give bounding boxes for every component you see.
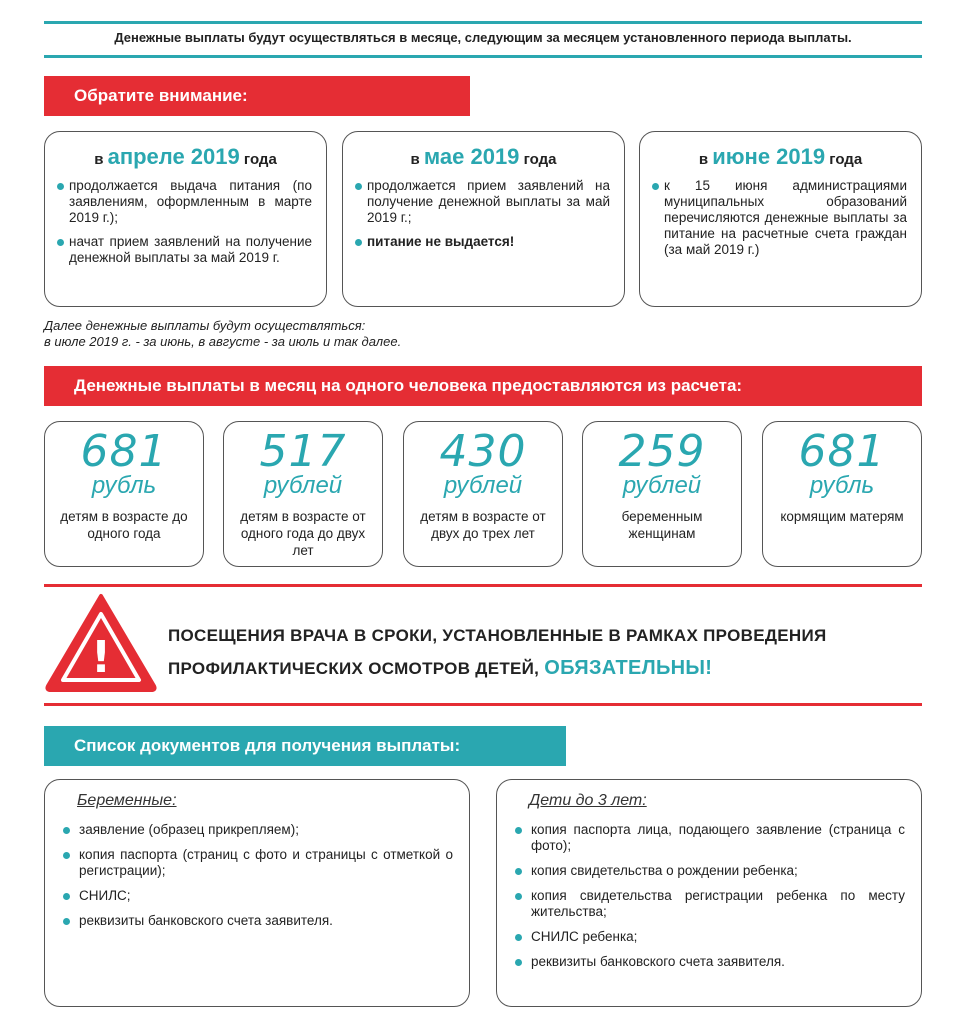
- list-item: заявление (образец прикрепляем);: [59, 822, 453, 838]
- payments-banner: Денежные выплаты в месяц на одного человека предоставляются из расчета:: [44, 366, 922, 406]
- payment-unit: рублей: [443, 472, 523, 499]
- payment-description: детям в возрасте от одного года до двух лет: [240, 509, 366, 558]
- attention-card-list: [343, 178, 624, 250]
- attention-note-line2: в июле 2019 г. - за июнь, в августе - за июль и так далее.: [44, 334, 402, 349]
- attention-note: [44, 318, 401, 350]
- top-note-divider: [44, 55, 922, 58]
- title-prefix: в: [698, 151, 713, 168]
- payment-card: [582, 421, 742, 567]
- payment-card: [44, 421, 204, 567]
- payment-unit: рублей: [622, 472, 702, 499]
- list-item: реквизиты банковского счета заявителя.: [511, 954, 905, 970]
- documents-banner: Список документов для получения выплаты:: [44, 726, 566, 766]
- list-item: копия паспорта лица, подающего заявление (страница с фото);: [511, 822, 905, 854]
- list-item: питание не выдается!: [355, 234, 610, 250]
- list-item: копия паспорта (страниц с фото и страницы с отметкой о регистрации);: [59, 847, 453, 879]
- payment-card: [403, 421, 563, 567]
- warning-triangle-icon: [44, 592, 158, 692]
- payment-unit: рубль: [809, 472, 875, 499]
- attention-card-title: [45, 144, 326, 170]
- payment-description: кормящим матерям: [780, 509, 904, 524]
- payment-amount: 681: [798, 426, 886, 477]
- warning-top-divider: [44, 584, 922, 587]
- warning-line2: [168, 652, 922, 685]
- list-item: начат прием заявлений на получение денежной выплаты за май 2019 г.: [57, 234, 312, 266]
- payment-description: детям в возрасте до одного года: [60, 509, 188, 541]
- list-item: СНИЛС;: [59, 888, 453, 904]
- payment-amount: 259: [618, 426, 706, 477]
- attention-card-list: [640, 178, 921, 258]
- document-list: [497, 822, 921, 970]
- payment-card: [762, 421, 922, 567]
- title-suffix: года: [825, 151, 863, 168]
- warning-bottom-divider: [44, 703, 922, 706]
- document-group-title: Беременные:: [77, 792, 177, 809]
- list-item: продолжается прием заявлений на получение денежной выплаты за май 2019 г.;: [355, 178, 610, 226]
- top-divider: [44, 21, 922, 24]
- warning-emphasis: ОБЯЗАТЕЛЬНЫ!: [544, 657, 713, 679]
- list-item: копия свидетельства регистрации ребенка по месту жительства;: [511, 888, 905, 920]
- attention-note-line1: Далее денежные выплаты будут осуществляться:: [44, 318, 366, 333]
- attention-banner: Обратите внимание:: [44, 76, 470, 116]
- payment-unit: рублей: [263, 472, 343, 499]
- attention-card: [639, 131, 922, 307]
- document-group-card: [496, 779, 922, 1007]
- warning-line2-text: ПРОФИЛАКТИЧЕСКИХ ОСМОТРОВ ДЕТЕЙ,: [168, 659, 545, 678]
- top-note: Денежные выплаты будут осуществляться в месяце, следующим за месяцем установленного периода выплаты.: [114, 30, 852, 45]
- payment-amount: 430: [439, 426, 527, 477]
- payment-description: детям в возрасте от двух до трех лет: [420, 509, 546, 541]
- list-item: реквизиты банковского счета заявителя.: [59, 913, 453, 929]
- attention-card-title: [640, 144, 921, 170]
- title-prefix: в: [94, 151, 108, 168]
- attention-card-title: [343, 144, 624, 170]
- list-item: продолжается выдача питания (по заявлениям, оформленным в марте 2019 г.);: [57, 178, 312, 226]
- title-prefix: в: [410, 151, 424, 168]
- document-list: [45, 822, 469, 929]
- attention-card-list: [45, 178, 326, 266]
- title-suffix: года: [519, 151, 557, 168]
- list-item: копия свидетельства о рождении ребенка;: [511, 863, 905, 879]
- document-group-title: Дети до 3 лет:: [529, 792, 647, 809]
- title-highlight: апреле 2019: [107, 144, 240, 169]
- payment-description: беременным женщинам: [621, 509, 703, 541]
- document-group-card: [44, 779, 470, 1007]
- attention-card: [342, 131, 625, 307]
- warning-line1: ПОСЕЩЕНИЯ ВРАЧА В СРОКИ, УСТАНОВЛЕННЫЕ В РАМКАХ ПРОВЕДЕНИЯ: [168, 626, 827, 645]
- title-suffix: года: [239, 151, 277, 168]
- payment-card: [223, 421, 383, 567]
- payment-amount: 517: [259, 426, 347, 477]
- title-highlight: июне 2019: [712, 144, 826, 169]
- warning-exclamation: !: [90, 632, 112, 683]
- attention-card: [44, 131, 327, 307]
- payment-unit: рубль: [91, 472, 157, 499]
- payment-amount: 681: [80, 426, 168, 477]
- list-item: СНИЛС ребенка;: [511, 929, 905, 945]
- list-item: к 15 июня администрациями муниципальных образований перечисляются денежные выплаты за питание на расчетные счета граждан (за май 2019 г.): [652, 178, 907, 258]
- title-highlight: мае 2019: [423, 144, 520, 169]
- warning-text: [168, 619, 922, 685]
